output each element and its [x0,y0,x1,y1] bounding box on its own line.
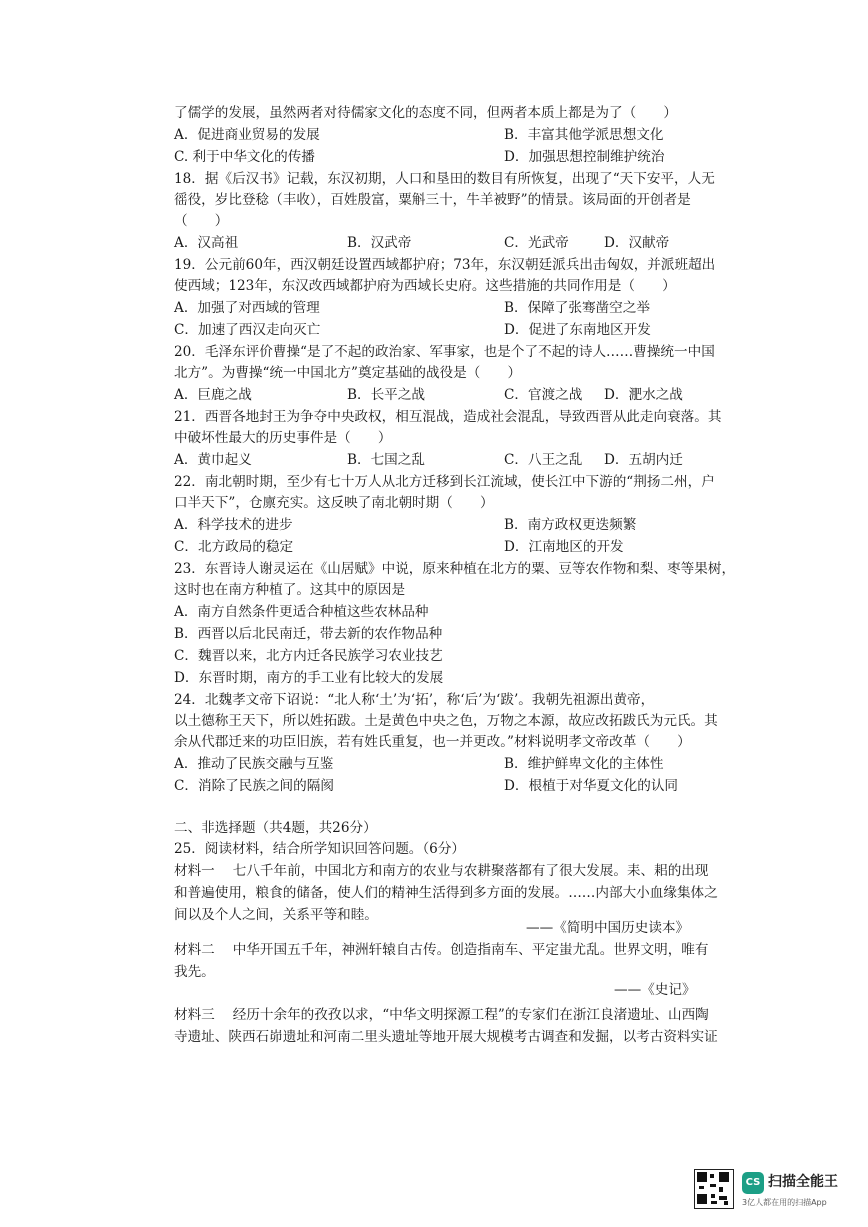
q23-stem-line2: 这时也在南方种植了。这其中的原因是 [174,582,406,598]
q17-option-a: A．促进商业贸易的发展 [174,127,320,143]
q17-stem: 了儒学的发展，虽然两者对待儒家文化的态度不同，但两者本质上都是为了（ ） [174,105,677,121]
q18-stem-line2: 徭役，岁比登稔（丰收），百姓殷富，粟斛三十，牛羊被野”的情景。该局面的开创者是 [174,192,691,208]
material-1-line3: 间以及个人之间，关系平等和睦。 [174,907,378,923]
q17-option-d: D．加强思想控制维护统治 [504,149,665,165]
q19-stem-line1: 19．公元前60年，西汉朝廷设置西域都护府；73年，东汉朝廷派兵出击匈奴，并派班超出 [174,257,716,273]
q22-stem-line2: 口半天下”，仓廪充实。这反映了南北朝时期（ ） [174,495,494,511]
q20-stem-line1: 20．毛泽东评价曹操“是了不起的政治家、军事家，也是个了不起的诗人……曹操统一中国 [174,344,715,360]
q20-stem-line2: 北方”。为曹操“统一中国北方”奠定基础的战役是（ ） [174,365,522,381]
q24-option-c: C．消除了民族之间的隔阂 [174,778,334,794]
material-3-line1: 材料三 经历十余年的孜孜以求，“中华文明探源工程”的专家们在浙江良渚遗址、山西陶 [174,1007,709,1023]
q22-option-c: C．北方政局的稳定 [174,539,294,555]
q24-option-d: D．根植于对华夏文化的认同 [504,778,679,794]
q21-option-d: D．五胡内迁 [604,452,683,468]
q17-option-c: C. 利于中华文化的传播 [174,149,315,165]
q18-option-c: C．光武帝 [504,235,569,251]
q19-option-d: D．促进了东南地区开发 [504,322,651,338]
material-2-line2: 我先。 [174,964,215,980]
q20-option-a: A．巨鹿之战 [174,387,252,403]
q19-option-c: C．加速了西汉走向灭亡 [174,322,321,338]
q21-stem-line2: 中破坏性最大的历史事件是（ ） [174,430,392,446]
material-2-source: ——《史记》 [614,982,696,998]
q18-option-d: D．汉献帝 [604,235,670,251]
q24-option-b: B．维护鲜卑文化的主体性 [504,756,664,772]
q18-option-b: B．汉武帝 [347,235,412,251]
q22-option-a: A．科学技术的进步 [174,517,293,533]
scanner-watermark [694,1169,850,1211]
q19-option-b: B．保障了张骞凿空之举 [504,300,650,316]
q24-stem-line1: 24．北魏孝文帝下诏说：“北人称‘土’为‘拓’，称‘后’为‘跋’。我朝先祖源出黄帝， [174,692,655,708]
q23-option-a: A．南方自然条件更适合种植这些农林品种 [174,604,429,620]
scanner-brand-name: 扫描全能王 [768,1174,838,1190]
q24-option-a: A．推动了民族交融与互鉴 [174,756,334,772]
qr-code-icon [694,1169,734,1209]
scanner-brand-tagline: 3亿人都在用的扫描App [742,1198,827,1207]
q23-option-b: B．西晋以后北民南迁，带去新的农作物品种 [174,626,443,642]
q20-option-d: D．淝水之战 [604,387,683,403]
q23-option-c: C．魏晋以来，北方内迁各民族学习农业技艺 [174,648,443,664]
q24-stem-line3: 余从代郡迁来的功臣旧族，若有姓氏重复，也一并更改。”材料说明孝文帝改革（ ） [174,734,691,750]
q19-option-a: A．加强了对西域的管理 [174,300,320,316]
material-1-line1: 材料一 七八千年前，中国北方和南方的农业与农耕聚落都有了很大发展。耒、耜的出现 [174,863,709,879]
material-2-line1: 材料二 中华开国五千年，神洲轩辕自古传。创造指南车、平定蚩尤乱。世界文明，唯有 [174,942,709,958]
q23-option-d: D．东晋时期，南方的手工业有比较大的发展 [174,670,444,686]
q23-stem-line1: 23．东晋诗人谢灵运在《山居赋》中说，原来种植在北方的粟、豆等农作物和梨、枣等果树， [174,561,736,577]
section-heading: 二、非选择题（共4题，共26分） [174,820,377,836]
q21-option-a: A．黄巾起义 [174,452,252,468]
q21-option-c: C．八王之乱 [504,452,583,468]
q18-stem-line3: （ ） [174,213,229,229]
q22-option-d: D．江南地区的开发 [504,539,624,555]
material-1-source: ——《简明中国历史读本》 [526,920,690,936]
q21-option-b: B．七国之乱 [347,452,425,468]
q19-stem-line2: 使西域；123年，东汉改西域都护府为西域长史府。这些措施的共同作用是（ ） [174,278,676,294]
q22-option-b: B．南方政权更迭频繁 [504,517,637,533]
q25-stem: 25．阅读材料，结合所学知识回答问题。（6分） [174,841,466,857]
material-1-line2: 和普遍使用，粮食的储备，使人们的精神生活得到多方面的发展。……内部大小血缘集体之 [174,885,718,901]
camscanner-logo-icon: CS [742,1172,764,1194]
q21-stem-line1: 21．西晋各地封王为争夺中央政权，相互混战，造成社会混乱，导致西晋从此走向衰落。其 [174,409,722,425]
material-3-line2: 寺遗址、陕西石峁遗址和河南二里头遗址等地开展大规模考古调查和发掘，以考古资料实证 [174,1029,718,1045]
q22-stem-line1: 22．南北朝时期，至少有七十万人从北方迁移到长江流域，使长江中下游的“荆扬二州，户 [174,474,715,490]
q18-option-a: A．汉高祖 [174,235,239,251]
q24-stem-line2: 以土德称王天下，所以姓拓跋。土是黄色中央之色，万物之本源，故应改拓跋氏为元氏。其 [174,713,718,729]
q20-option-b: B．长平之战 [347,387,425,403]
q18-stem-line1: 18．据《后汉书》记载，东汉初期，人口和垦田的数目有所恢复，出现了“天下安平，人无 [174,171,715,187]
q20-option-c: C．官渡之战 [504,387,583,403]
q17-option-b: B．丰富其他学派思想文化 [504,127,664,143]
